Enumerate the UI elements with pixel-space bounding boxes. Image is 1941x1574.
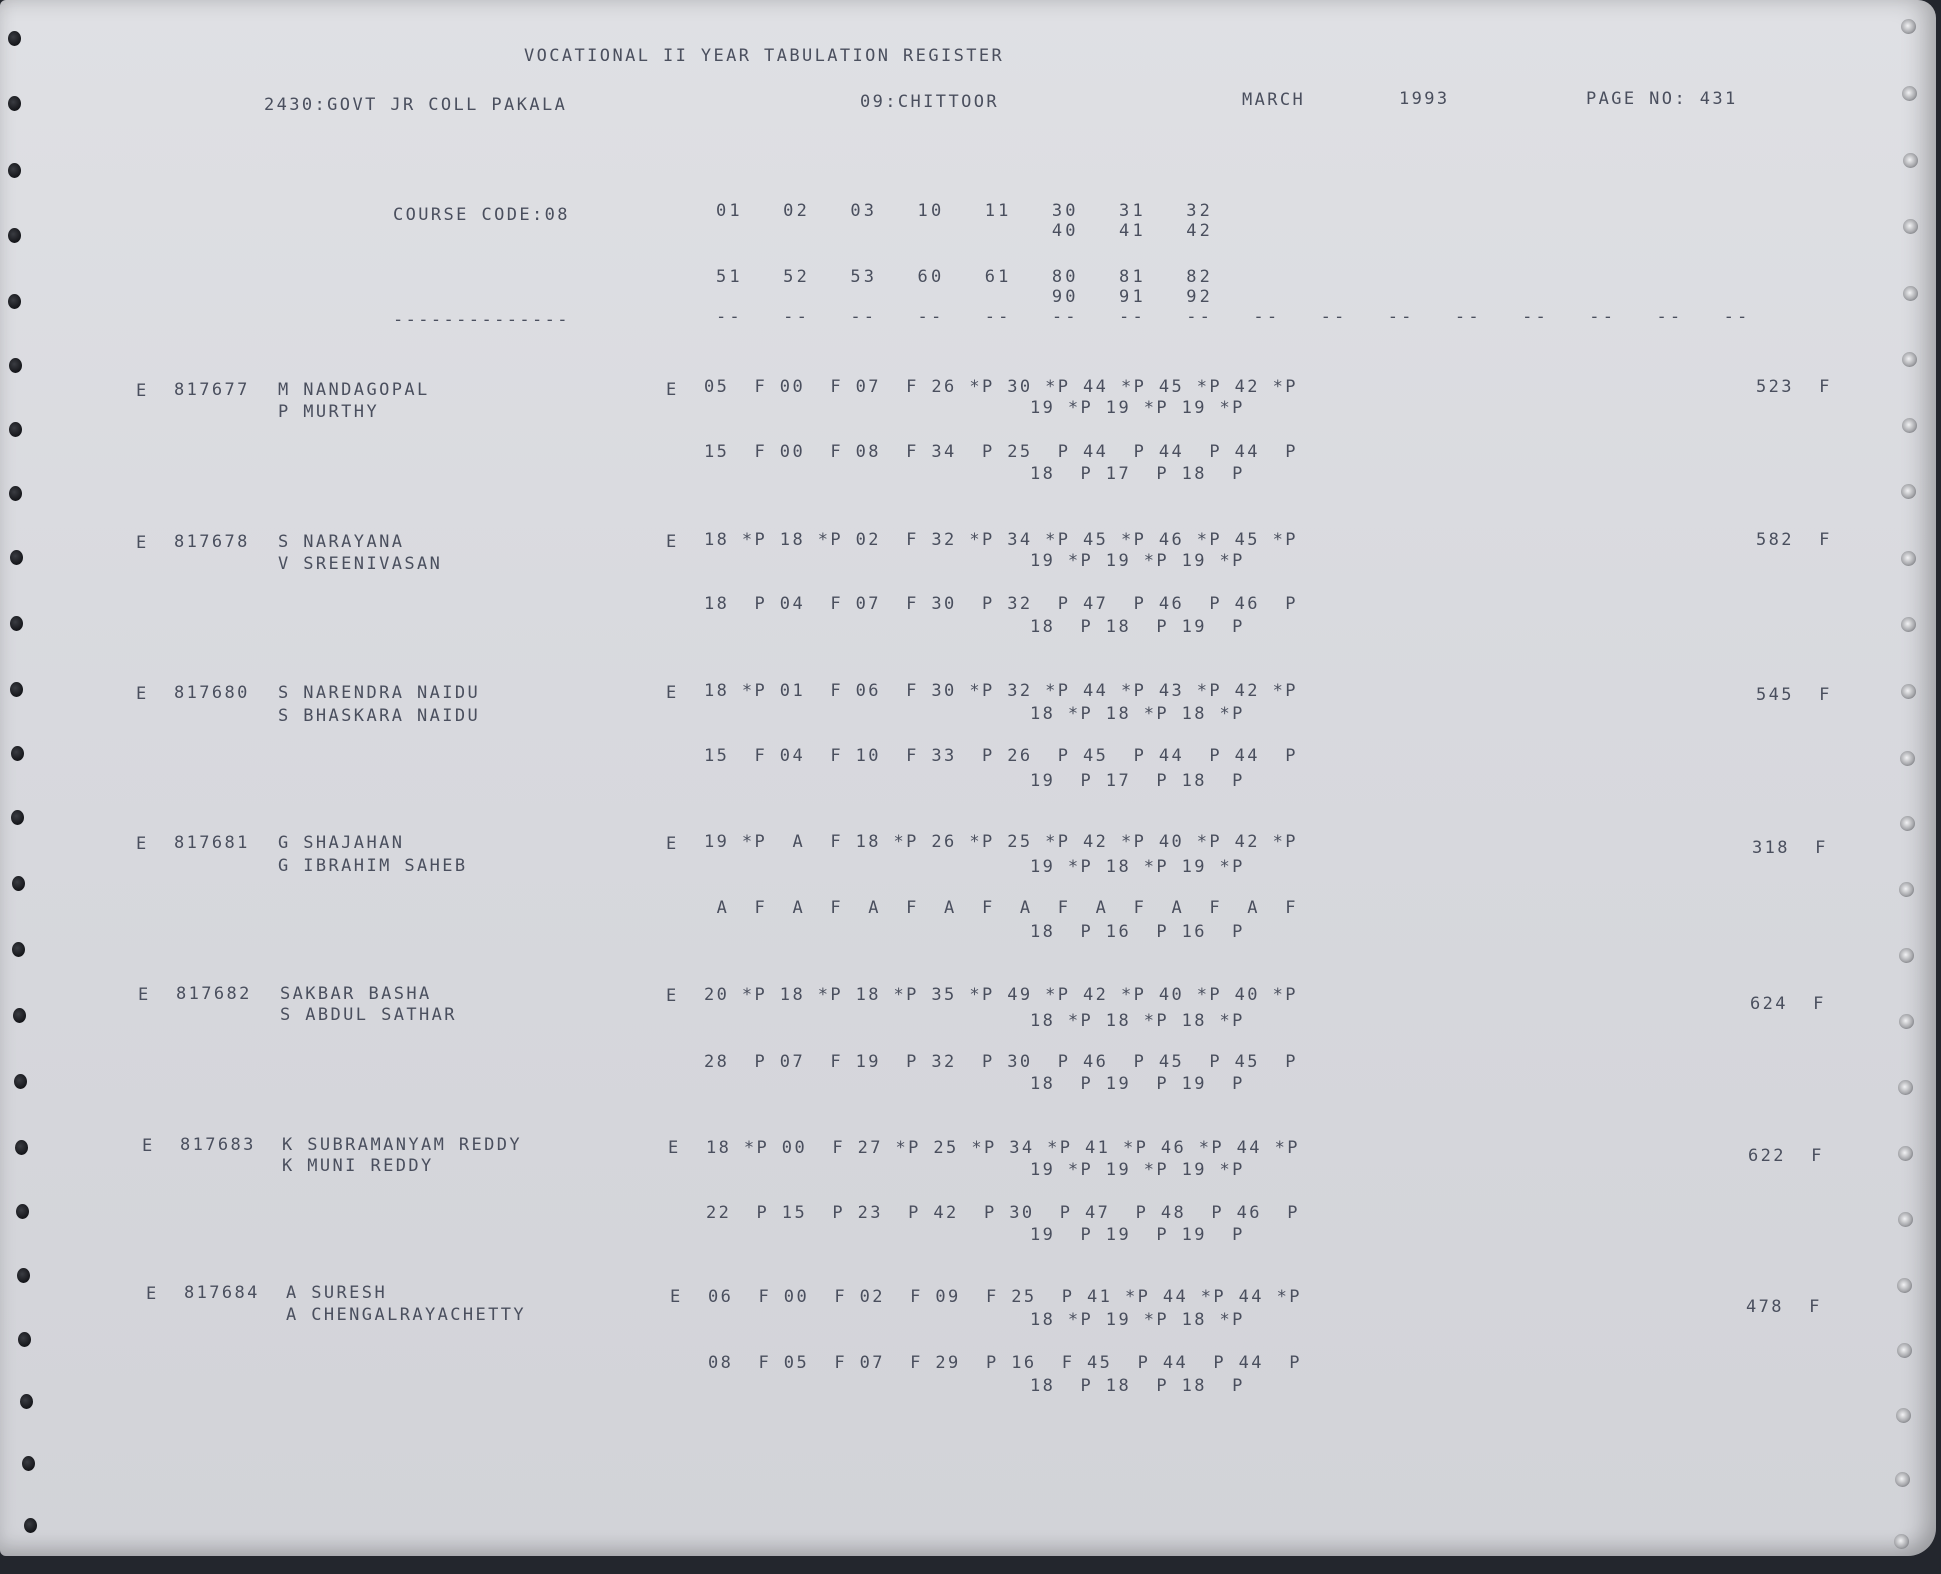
exam-year: 1993 [1399, 89, 1450, 109]
register-number: 817681 [174, 833, 250, 853]
feed-hole [9, 486, 22, 501]
feed-hole [15, 1140, 28, 1155]
exam-flag: E [666, 834, 679, 854]
marks-line-4: 18 P 19 P 19 P [1030, 1074, 1245, 1094]
parent-name: S BHASKARA NAIDU [278, 706, 481, 726]
feed-hole [1903, 219, 1918, 234]
register-number: 817680 [174, 683, 250, 703]
course-code: COURSE CODE:08 [393, 205, 570, 225]
total-result: 318 F [1752, 838, 1828, 858]
feed-hole [1900, 751, 1915, 766]
marks-line-2: 18 *P 19 *P 18 *P [1030, 1310, 1245, 1330]
record-code: E [138, 985, 151, 1005]
feed-hole [8, 31, 21, 46]
student-name: K SUBRAMANYAM REDDY [282, 1135, 523, 1155]
feed-hole [9, 358, 22, 373]
college-name: 2430:GOVT JR COLL PAKALA [264, 95, 568, 115]
exam-flag: E [666, 380, 679, 400]
exam-flag: E [666, 986, 679, 1006]
subject-codes-row-2: 40 41 42 [716, 221, 1214, 241]
student-name: S NARENDRA NAIDU [278, 683, 481, 703]
marks-line-1: 05 F 00 F 07 F 26 *P 30 *P 44 *P 45 *P 42 *P [704, 377, 1298, 397]
subject-codes-row-3: 51 52 53 60 61 80 81 82 [716, 267, 1214, 287]
parent-name: V SREENIVASAN [278, 554, 443, 574]
marks-line-3: A F A F A F A F A F A F A F A F [704, 898, 1298, 918]
marks-line-3: 28 P 07 F 19 P 32 P 30 P 46 P 45 P 45 P [704, 1052, 1298, 1072]
register-number: 817683 [180, 1135, 256, 1155]
feed-hole [1901, 484, 1916, 499]
exam-flag: E [670, 1287, 683, 1307]
feed-hole [1897, 1278, 1912, 1293]
student-name: A SURESH [286, 1283, 388, 1303]
feed-hole [1902, 86, 1917, 101]
student-name: M NANDAGOPAL [278, 380, 430, 400]
feed-hole [10, 616, 23, 631]
marks-line-4: 18 P 18 P 18 P [1030, 1376, 1245, 1396]
register-number: 817677 [174, 380, 250, 400]
marks-line-4: 19 P 17 P 18 P [1030, 771, 1245, 791]
total-result: 523 F [1756, 377, 1832, 397]
feed-hole [1903, 153, 1918, 168]
subject-codes-row-1: 01 02 03 10 11 30 31 32 [716, 201, 1214, 221]
marks-line-2: 18 *P 18 *P 18 *P [1030, 1011, 1245, 1031]
marks-line-1: 18 *P 00 F 27 *P 25 *P 34 *P 41 *P 46 *P 44 *P [706, 1138, 1300, 1158]
feed-hole [12, 942, 25, 957]
feed-hole [1903, 286, 1918, 301]
feed-hole [8, 96, 21, 111]
marks-line-4: 19 P 19 P 19 P [1030, 1225, 1245, 1245]
header-rule-right: -- -- -- -- -- -- -- -- -- -- -- -- -- -- -- -- [716, 307, 1751, 327]
feed-hole [1894, 1534, 1909, 1549]
marks-line-4: 18 P 17 P 18 P [1030, 464, 1245, 484]
parent-name: G IBRAHIM SAHEB [278, 856, 468, 876]
marks-line-3: 18 P 04 F 07 F 30 P 32 P 47 P 46 P 46 P [704, 594, 1298, 614]
student-name: S NARAYANA [278, 532, 405, 552]
total-result: 545 F [1756, 685, 1832, 705]
district-name: 09:CHITTOOR [860, 92, 999, 112]
feed-hole [11, 810, 24, 825]
marks-line-2: 19 *P 19 *P 19 *P [1030, 1160, 1245, 1180]
record-code: E [136, 834, 149, 854]
feed-hole [1898, 1146, 1913, 1161]
feed-hole [9, 422, 22, 437]
feed-hole [1901, 19, 1916, 34]
register-title: VOCATIONAL II YEAR TABULATION REGISTER [524, 46, 1005, 66]
feed-hole [8, 163, 21, 178]
register-number: 817678 [174, 532, 250, 552]
marks-line-1: 20 *P 18 *P 18 *P 35 *P 49 *P 42 *P 40 *P 40 *P [704, 985, 1298, 1005]
student-name: SAKBAR BASHA [280, 984, 432, 1004]
feed-hole [1899, 882, 1914, 897]
feed-hole [1896, 1408, 1911, 1423]
page-number: PAGE NO: 431 [1586, 89, 1738, 109]
total-result: 624 F [1750, 994, 1826, 1014]
total-result: 478 F [1746, 1297, 1822, 1317]
feed-hole [14, 1074, 27, 1089]
feed-hole [12, 876, 25, 891]
feed-hole [8, 228, 21, 243]
register-number: 817682 [176, 984, 252, 1004]
header-rule-left: -------------- [393, 310, 570, 330]
feed-hole [22, 1456, 35, 1471]
feed-hole [18, 1332, 31, 1347]
feed-hole [1898, 1212, 1913, 1227]
marks-line-1: 06 F 00 F 02 F 09 F 25 P 41 *P 44 *P 44 *P [708, 1287, 1302, 1307]
feed-hole [11, 746, 24, 761]
record-code: E [136, 381, 149, 401]
feed-hole [1900, 816, 1915, 831]
marks-line-2: 19 *P 19 *P 19 *P [1030, 551, 1245, 571]
feed-hole [1899, 1014, 1914, 1029]
marks-line-1: 18 *P 18 *P 02 F 32 *P 34 *P 45 *P 46 *P 45 *P [704, 530, 1298, 550]
register-number: 817684 [184, 1283, 260, 1303]
marks-line-3: 22 P 15 P 23 P 42 P 30 P 47 P 48 P 46 P [706, 1203, 1300, 1223]
marks-line-1: 19 *P A F 18 *P 26 *P 25 *P 42 *P 40 *P 42 *P [704, 832, 1298, 852]
record-code: E [136, 533, 149, 553]
feed-hole [1899, 948, 1914, 963]
exam-flag: E [666, 532, 679, 552]
marks-line-3: 15 F 04 F 10 F 33 P 26 P 45 P 44 P 44 P [704, 746, 1298, 766]
feed-hole [1902, 418, 1917, 433]
marks-line-4: 18 P 18 P 19 P [1030, 617, 1245, 637]
feed-hole [1901, 617, 1916, 632]
parent-name: P MURTHY [278, 402, 380, 422]
feed-hole [8, 294, 21, 309]
student-name: G SHAJAHAN [278, 833, 405, 853]
parent-name: S ABDUL SATHAR [280, 1005, 457, 1025]
feed-hole [1895, 1472, 1910, 1487]
marks-line-2: 19 *P 18 *P 19 *P [1030, 857, 1245, 877]
feed-hole [10, 550, 23, 565]
feed-hole [1898, 1080, 1913, 1095]
marks-line-1: 18 *P 01 F 06 F 30 *P 32 *P 44 *P 43 *P 42 *P [704, 681, 1298, 701]
marks-line-4: 18 P 16 P 16 P [1030, 922, 1245, 942]
record-code: E [136, 684, 149, 704]
exam-flag: E [666, 683, 679, 703]
marks-line-2: 18 *P 18 *P 18 *P [1030, 704, 1245, 724]
feed-hole [1897, 1343, 1912, 1358]
feed-hole [17, 1268, 30, 1283]
record-code: E [142, 1136, 155, 1156]
record-code: E [146, 1284, 159, 1304]
parent-name: A CHENGALRAYACHETTY [286, 1305, 527, 1325]
feed-hole [13, 1008, 26, 1023]
exam-flag: E [668, 1138, 681, 1158]
feed-hole [1901, 551, 1916, 566]
subject-codes-row-4: 90 91 92 [716, 287, 1214, 307]
total-result: 582 F [1756, 530, 1832, 550]
feed-hole [1902, 352, 1917, 367]
exam-month: MARCH [1242, 90, 1306, 110]
feed-hole [24, 1518, 37, 1533]
feed-hole [1901, 684, 1916, 699]
feed-hole [20, 1394, 33, 1409]
marks-line-2: 19 *P 19 *P 19 *P [1030, 398, 1245, 418]
marks-line-3: 15 F 00 F 08 F 34 P 25 P 44 P 44 P 44 P [704, 442, 1298, 462]
marks-line-3: 08 F 05 F 07 F 29 P 16 F 45 P 44 P 44 P [708, 1353, 1302, 1373]
feed-hole [10, 682, 23, 697]
total-result: 622 F [1748, 1146, 1824, 1166]
parent-name: K MUNI REDDY [282, 1156, 434, 1176]
feed-hole [16, 1204, 29, 1219]
